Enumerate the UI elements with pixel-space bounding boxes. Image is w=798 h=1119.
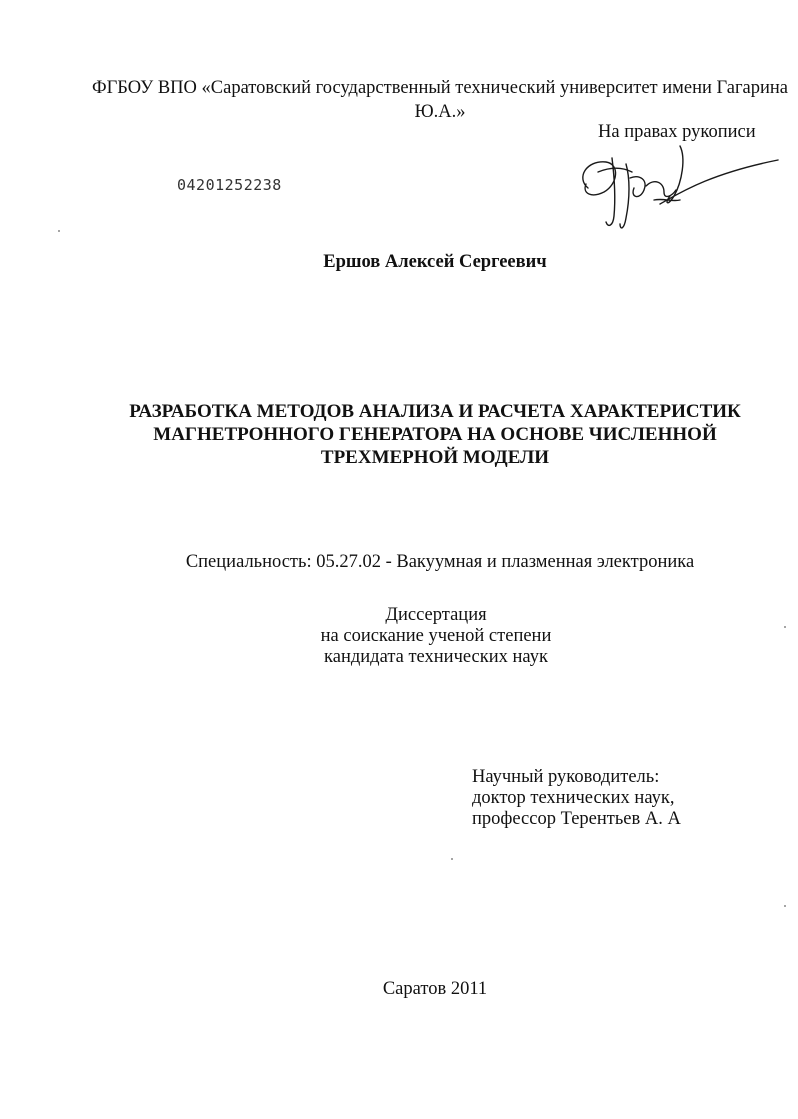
degree-line: Диссертация: [385, 605, 487, 625]
degree-line: кандидата технических наук: [324, 647, 548, 667]
degree-line: на соискание ученой степени: [320, 626, 552, 646]
title-line: РАЗРАБОТКА МЕТОДОВ АНАЛИЗА И РАСЧЕТА ХАРАКТЕРИСТИК: [129, 401, 741, 422]
supervisor-block: [472, 767, 681, 830]
degree-statement: [80, 605, 792, 668]
scan-speck: [58, 230, 60, 232]
institution-name: ФГБОУ ВПО «Саратовский государственный технический университет имени Гагарина Ю.А.»: [91, 78, 789, 122]
manuscript-rights-note: На правах рукописи: [598, 122, 756, 142]
title-line: ТРЕХМЕРНОЙ МОДЕЛИ: [320, 447, 550, 468]
scan-speck: [784, 905, 786, 907]
dissertation-title: [80, 400, 790, 469]
supervisor-line: доктор технических наук,: [472, 788, 675, 808]
supervisor-line: профессор Терентьев А. А: [472, 809, 681, 829]
author-name: Ершов Алексей Сергеевич: [323, 252, 547, 272]
handwritten-signature: [568, 138, 790, 234]
supervisor-line: Научный руководитель:: [472, 767, 660, 787]
scan-speck: [784, 626, 786, 628]
city-year: Саратов 2011: [382, 979, 488, 999]
specialty-line: Специальность: 05.27.02 - Вакуумная и плазменная электроника: [185, 552, 695, 572]
scan-speck: [451, 858, 453, 860]
title-line: МАГНЕТРОННОГО ГЕНЕРАТОРА НА ОСНОВЕ ЧИСЛЕННОЙ: [153, 424, 717, 445]
barcode-number: 04201252238: [177, 176, 282, 194]
